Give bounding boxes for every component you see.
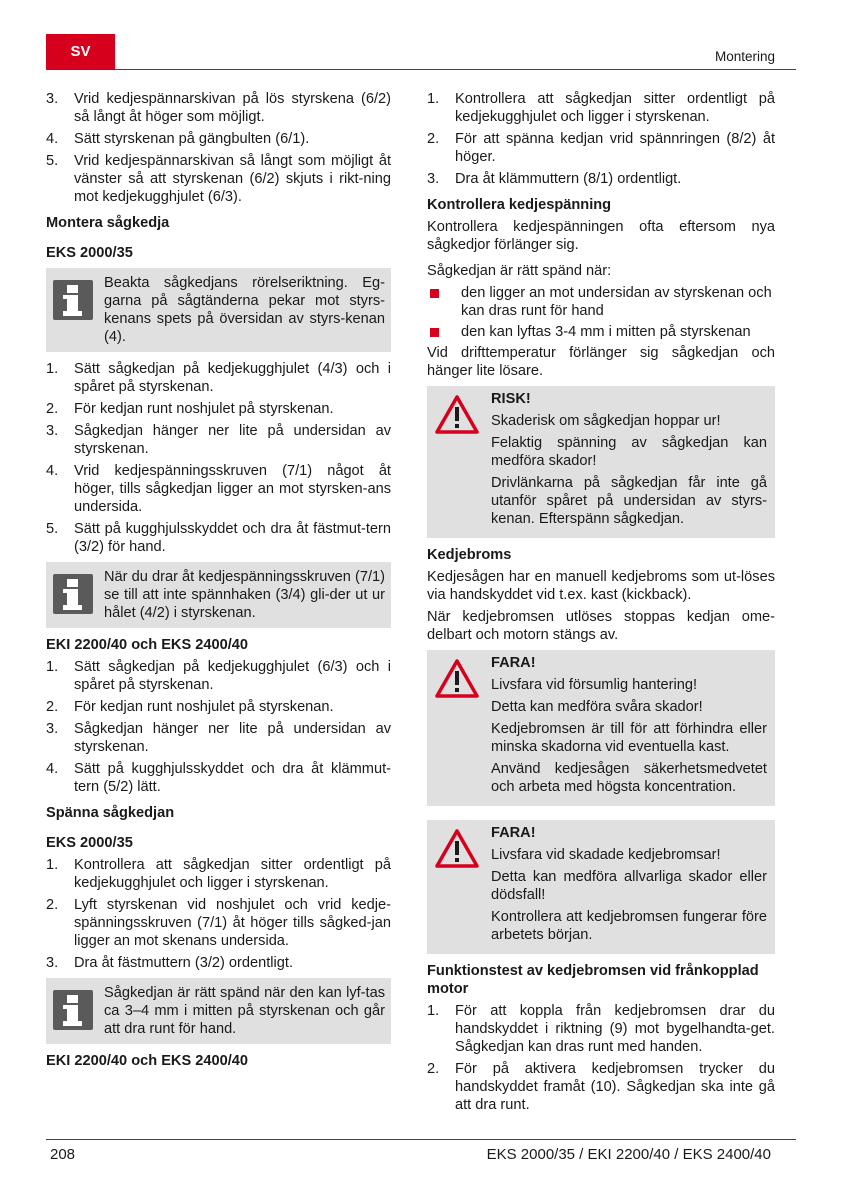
step-text: Vrid kedjespännarskivan på lös styrskena (6/2) så långt åt höger som möjligt.	[74, 91, 391, 125]
step-text: Sätt på kugghjulsskyddet och dra åt fästmut-tern (3/2) för hand.	[74, 521, 391, 555]
list-item	[46, 152, 391, 206]
risk-box	[427, 386, 775, 538]
step-text: Lyft styrskenan vid noshjulet och vrid kedje-spänningsskruven (7/1) åt höger tills sågked-jan ligger an mot skenans undersida.	[74, 897, 391, 949]
list-item	[427, 130, 775, 166]
page-number: 208	[50, 1146, 76, 1163]
warning-line: Felaktig spänning av sågkedjan kan medföra skador!	[491, 435, 767, 469]
warning-title: FARA!	[491, 825, 536, 841]
warning-title: RISK!	[491, 391, 531, 407]
danger-box	[427, 820, 775, 954]
info-icon	[53, 990, 93, 1030]
warning-line: Detta kan medföra svåra skador!	[491, 699, 703, 715]
step-text: Kontrollera att sågkedjan sitter ordentligt på kedjekugghjulet och ligger i styrskenan.	[455, 91, 775, 125]
paragraph: Vid drifttemperatur förlänger sig sågkedjan och hänger lite lösare.	[427, 345, 775, 379]
list-item	[46, 720, 391, 756]
bullet-marker	[430, 289, 439, 298]
danger-box	[427, 650, 775, 806]
test-steps	[427, 1002, 775, 1114]
warning-triangle-icon	[435, 659, 479, 699]
heading-eks-2000-35-b: EKS 2000/35	[46, 835, 133, 851]
heading-eki-2200-40: EKI 2200/40 och EKS 2400/40	[46, 637, 249, 653]
paragraph: Sågkedjan är rätt spänd när:	[427, 263, 612, 279]
bullet-marker	[430, 328, 439, 337]
step-text: Kontrollera att sågkedjan sitter ordentligt på kedjekugghjulet och ligger i styrskenan.	[74, 857, 391, 891]
step-text: För att spänna kedjan vrid spännringen (8/2) åt höger.	[455, 131, 775, 165]
eks-steps	[46, 360, 391, 556]
step-number: 2.	[46, 699, 59, 715]
step-text: Sågkedjan hänger ner lite på undersidan av styrskenan.	[74, 721, 391, 755]
list-item	[46, 520, 391, 556]
step-text: För kedjan runt noshjulet på styrskenan.	[74, 699, 334, 715]
info-text: Sågkedjan är rätt spänd när den kan lyf-tas ca 3–4 mm i mitten på styrskenan och går att dra runt för hand.	[104, 985, 385, 1037]
warning-line: Kedjebromsen är till för att förhindra eller minska skadorna vid eventuella kast.	[491, 721, 767, 755]
left-column	[46, 90, 391, 1074]
step-text: Sätt styrskenan på gängbulten (6/1).	[74, 131, 310, 147]
warning-text	[491, 654, 767, 800]
step-number: 2.	[46, 897, 59, 913]
warning-line: Skaderisk om sågkedjan hoppar ur!	[491, 413, 721, 429]
step-number: 2.	[427, 1061, 440, 1077]
step-number: 3.	[46, 423, 59, 439]
step-number: 3.	[46, 955, 59, 971]
heading-funktionstest: Funktionstest av kedjebromsen vid frånkopplad motor	[427, 963, 759, 997]
warning-line: Livsfara vid skadade kedjebromsar!	[491, 847, 721, 863]
header-divider	[46, 69, 796, 70]
list-item	[46, 856, 391, 892]
step-number: 2.	[46, 401, 59, 417]
language-tab: SV	[46, 34, 115, 70]
bullet-text: den kan lyftas 3-4 mm i mitten på styrskenan	[461, 324, 751, 340]
list-item	[46, 130, 391, 148]
info-text: Beakta sågkedjans rörelseriktning. Eg-garna på sågtänderna pekar mot styrs-kenans spets på översidan av styrs-kenan (4).	[104, 275, 385, 345]
step-number: 4.	[46, 131, 59, 147]
list-item	[46, 896, 391, 950]
section-title: Montering	[714, 49, 775, 64]
step-text: Sågkedjan hänger ner lite på undersidan av styrskenan.	[74, 423, 391, 457]
warning-triangle-icon	[435, 395, 479, 435]
info-box	[46, 562, 391, 628]
list-item	[427, 170, 775, 188]
paragraph: Kontrollera kedjespänningen ofta eftersom nya sågkedjor förlänger sig.	[427, 219, 775, 253]
warning-text	[491, 824, 767, 948]
list-item	[427, 1002, 775, 1056]
list-item	[46, 422, 391, 458]
warning-triangle-icon	[435, 829, 479, 869]
intro-steps	[46, 90, 391, 206]
step-text: Vrid kedjespänningsskruven (7/1) något åt höger, tills sågkedjan ligger an mot styrsken-ans undersida.	[74, 463, 391, 515]
step-text: Vrid kedjespännarskivan så långt som möjligt åt vänster så att styrskenan (6/2) skjuts i rikt-ning mot kedjekugghjulet (6/3).	[74, 153, 391, 205]
list-item	[46, 360, 391, 396]
bullet-item	[427, 323, 775, 341]
info-box	[46, 978, 391, 1044]
right-steps	[427, 90, 775, 188]
step-number: 1.	[46, 361, 59, 377]
step-number: 3.	[427, 171, 440, 187]
paragraph: Kedjesågen har en manuell kedjebroms som ut-löses via handskyddet vid t.ex. kast (kickback).	[427, 569, 775, 603]
info-box	[46, 268, 391, 352]
heading-kedjebroms: Kedjebroms	[427, 547, 512, 563]
info-text: När du drar åt kedjespänningsskruven (7/1) se till att inte spännhaken (3/4) gli-der ut ur hålet (4/2) i styrskenan.	[104, 569, 385, 621]
list-item	[46, 462, 391, 516]
step-number: 1.	[46, 857, 59, 873]
step-text: Sätt på kugghjulsskyddet och dra åt klämmut-tern (5/2) lätt.	[74, 761, 391, 795]
step-text: Dra åt fästmuttern (3/2) ordentligt.	[74, 955, 293, 971]
step-number: 4.	[46, 761, 59, 777]
step-number: 5.	[46, 521, 59, 537]
info-icon	[53, 280, 93, 320]
list-item	[46, 90, 391, 126]
heading-spanna: Spänna sågkedjan	[46, 805, 175, 821]
step-number: 5.	[46, 153, 59, 169]
footer-divider	[46, 1139, 796, 1140]
heading-eks-2000-35: EKS 2000/35	[46, 245, 133, 261]
warning-line: Använd kedjesågen säkerhetsmedvetet och arbeta med högsta koncentration.	[491, 761, 767, 795]
bullet-item	[427, 284, 775, 320]
list-item	[46, 658, 391, 694]
step-number: 1.	[427, 1003, 440, 1019]
warning-line: Drivlänkarna på sågkedjan får inte gå utanför spåret på undersidan av styrs-kenan. Efterspänn sågkedjan.	[491, 475, 767, 527]
step-number: 3.	[46, 721, 59, 737]
step-text: Sätt sågkedjan på kedjekugghjulet (4/3) och i spåret på styrskenan.	[74, 361, 391, 395]
list-item	[427, 1060, 775, 1114]
warning-line: Kontrollera att kedjebromsen fungerar före arbetets början.	[491, 909, 767, 943]
step-number: 2.	[427, 131, 440, 147]
list-item	[46, 698, 391, 716]
list-item	[46, 400, 391, 418]
info-icon	[53, 574, 93, 614]
paragraph: När kedjebromsen utlöses stoppas kedjan ome-delbart och motorn stängs av.	[427, 609, 775, 643]
warning-title: FARA!	[491, 655, 536, 671]
step-text: Dra åt klämmuttern (8/1) ordentligt.	[455, 171, 682, 187]
step-number: 1.	[46, 659, 59, 675]
warning-line: Livsfara vid försumlig hantering!	[491, 677, 698, 693]
list-item	[46, 954, 391, 972]
footer-models: EKS 2000/35 / EKI 2200/40 / EKS 2400/40	[486, 1146, 771, 1163]
bullet-text: den ligger an mot undersidan av styrskenan och kan dras runt för hand	[461, 285, 772, 319]
warning-text	[491, 390, 767, 532]
warning-line: Detta kan medföra allvarliga skador eller dödsfall!	[491, 869, 767, 903]
heading-kontroll: Kontrollera kedjespänning	[427, 197, 612, 213]
step-text: Sätt sågkedjan på kedjekugghjulet (6/3) och i spåret på styrskenan.	[74, 659, 391, 693]
heading-montera: Montera sågkedja	[46, 215, 170, 231]
right-column	[427, 90, 775, 1118]
list-item	[427, 90, 775, 126]
step-text: För kedjan runt noshjulet på styrskenan.	[74, 401, 334, 417]
heading-eki-2200-40-b: EKI 2200/40 och EKS 2400/40	[46, 1053, 249, 1069]
spanna-steps	[46, 856, 391, 972]
step-text: För på aktivera kedjebromsen trycker du handskyddet framåt (10). Sågkedjan ska inte gå att dra runt.	[455, 1061, 775, 1113]
step-number: 4.	[46, 463, 59, 479]
step-text: För att koppla från kedjebromsen drar du handskyddet i riktning (9) mot bygelhandta-get. Sågkedjan kan dras runt med handen.	[455, 1003, 775, 1055]
step-number: 3.	[46, 91, 59, 107]
step-number: 1.	[427, 91, 440, 107]
list-item	[46, 760, 391, 796]
eki-steps	[46, 658, 391, 796]
